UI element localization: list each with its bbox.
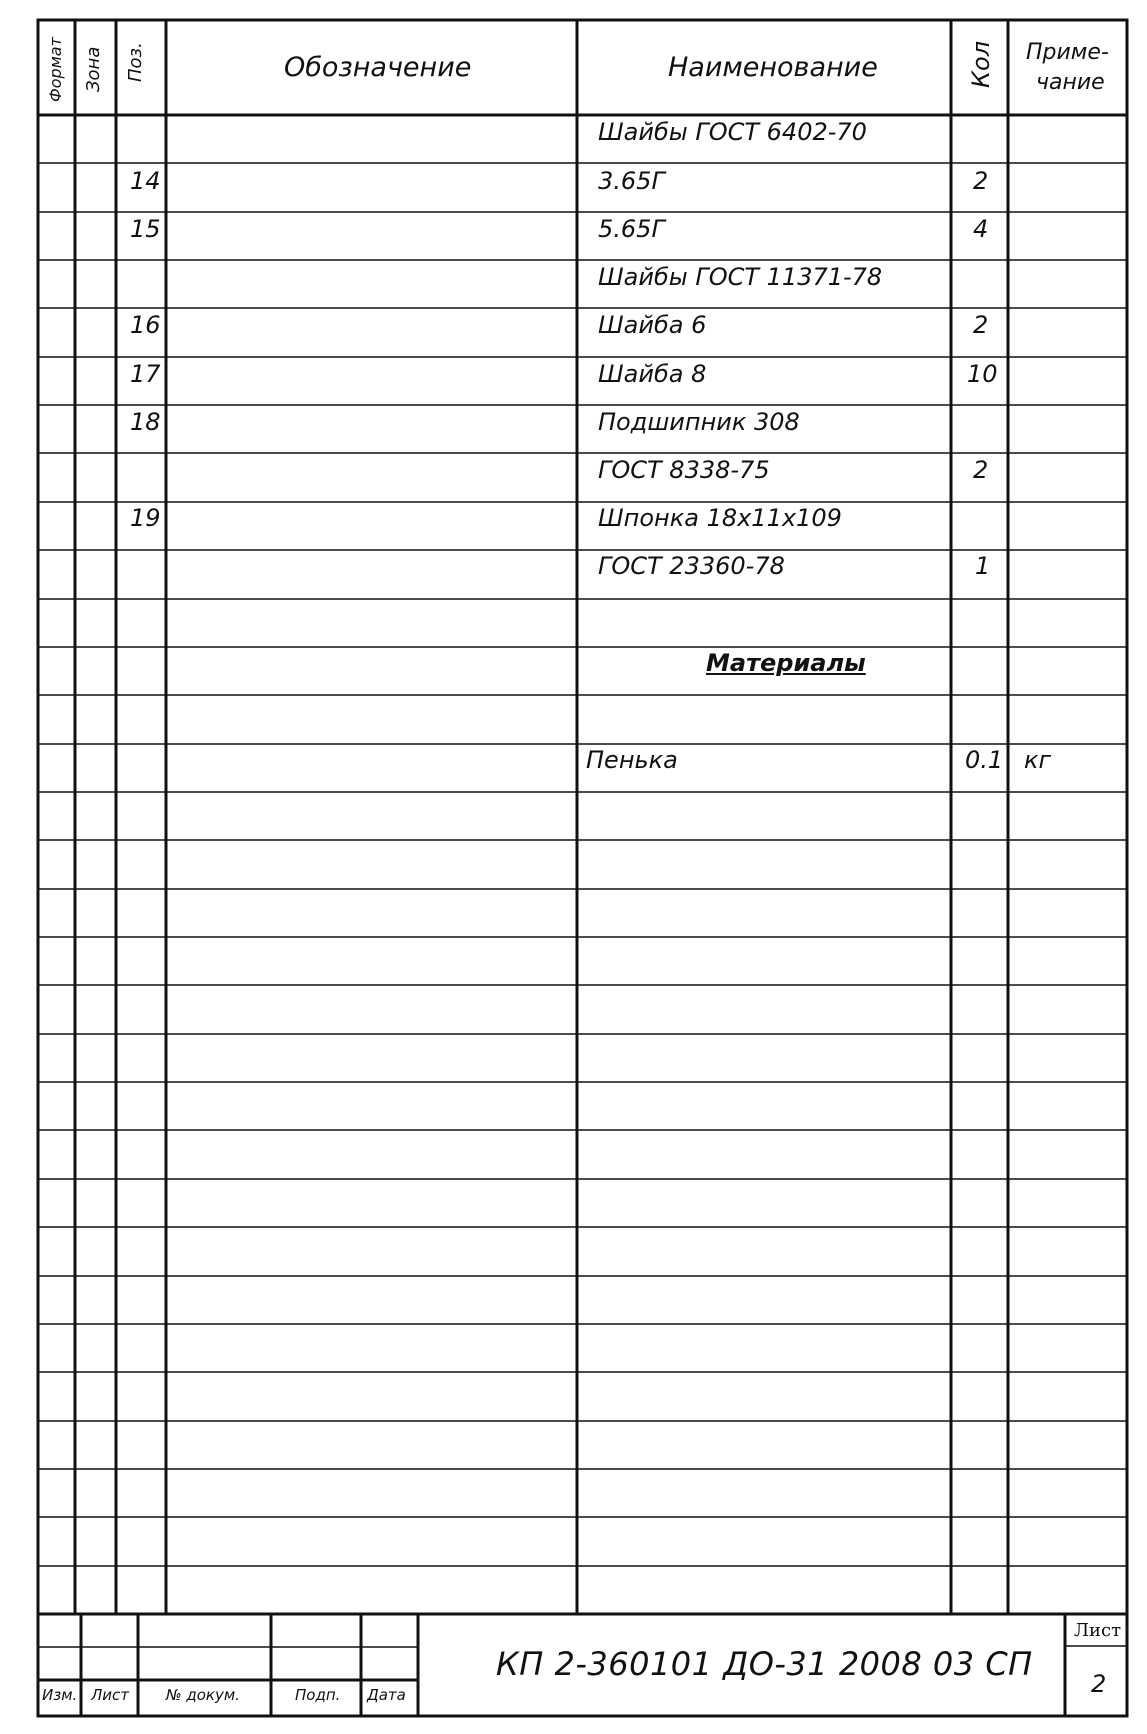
row-name: Шайбы ГОСТ 6402-70 [598,118,867,146]
sheet-label: Лист [1074,1620,1122,1641]
row-pos: 19 [130,504,161,532]
material-note: кг [1024,746,1052,774]
row-qty: 2 [973,167,989,195]
header-format: Формат [46,37,65,102]
row-qty: 10 [967,360,998,388]
row-name: Шпонка 18х11х109 [598,504,842,532]
row-name: ГОСТ 8338-75 [598,456,770,484]
tb-date: Дата [367,1686,406,1704]
material-name: Пенька [586,746,678,774]
row-name: 5.65Г [598,215,665,243]
header-note-line2: чание [1036,70,1105,95]
row-pos: 17 [130,360,161,388]
row-name: Шайба 6 [598,311,707,339]
tb-izm: Изм. [42,1686,78,1704]
header-zone: Зона [83,46,104,92]
tb-list: Лист [91,1686,130,1704]
tb-doc-no: № докум. [166,1686,240,1704]
header-designation: Обозначение [284,52,472,83]
tb-signature: Подп. [295,1686,341,1704]
header-qty: Кол [967,40,995,88]
material-qty: 0.1 [965,746,1004,774]
section-title: Материалы [706,649,866,677]
row-name: 3.65Г [598,167,665,195]
row-name: Шайба 8 [598,360,707,388]
row-name: Шайбы ГОСТ 11371-78 [598,263,883,291]
row-pos: 16 [130,311,161,339]
outer-frame [38,20,1127,1716]
row-name: Подшипник 308 [598,408,800,436]
header-note-line1: Приме- [1026,40,1109,65]
header-name: Наименование [668,52,878,83]
row-pos: 15 [130,215,161,243]
row-pos: 14 [130,167,161,195]
row-qty: 2 [973,311,989,339]
row-qty: 4 [973,215,989,243]
row-qty: 2 [973,456,989,484]
row-pos: 18 [130,408,161,436]
row-qty: 1 [975,552,991,580]
document-designation: КП 2-360101 ДО-31 2008 03 СП [496,1645,1033,1683]
row-name: ГОСТ 23360-78 [598,552,785,580]
sheet-number: 2 [1091,1670,1107,1698]
header-pos: Поз. [125,42,146,82]
